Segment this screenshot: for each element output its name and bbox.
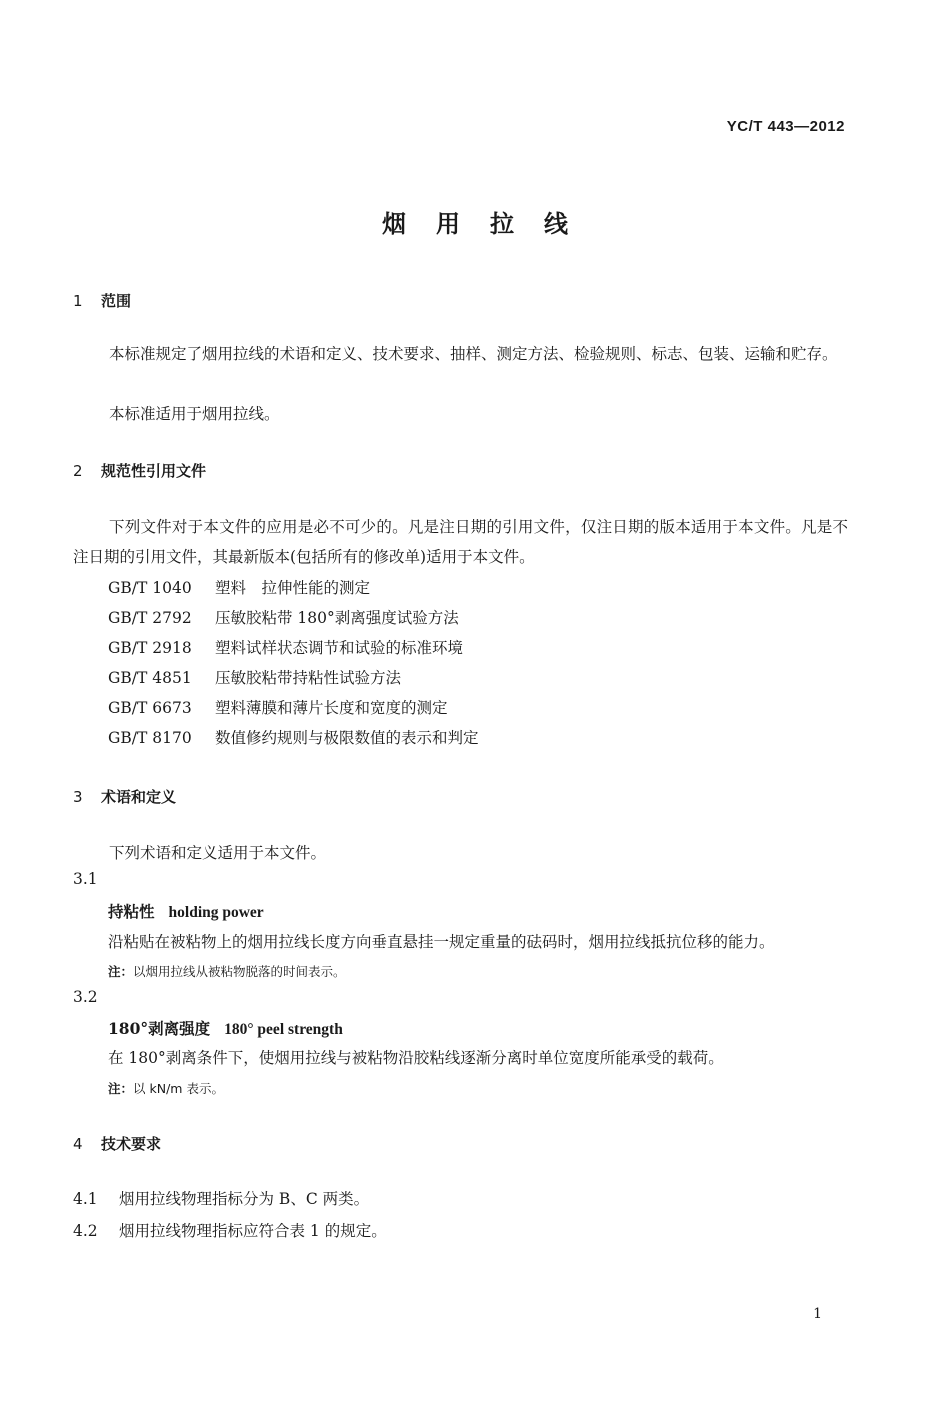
term-number: 3.2: [73, 988, 98, 1006]
section-4-heading: [73, 1133, 161, 1154]
note-label: 注：: [108, 964, 134, 979]
reference-item: [108, 606, 459, 628]
note-label: 注：: [108, 1081, 134, 1096]
page-number: 1: [813, 1306, 822, 1322]
reference-title: 塑料试样状态调节和试验的标准环境: [215, 639, 464, 657]
document-title: 烟用拉线: [382, 209, 598, 238]
standard-code: YC/T 443—2012: [726, 118, 845, 135]
reference-title: 压敏胶粘带 180°剥离强度试验方法: [215, 609, 459, 627]
reference-item: [108, 576, 370, 598]
reference-item: [108, 636, 463, 658]
reference-code: GB/T 1040: [108, 579, 192, 597]
reference-title: 压敏胶粘带持粘性试验方法: [215, 669, 402, 687]
section-2-para-1: 下列文件对于本文件的应用是必不可少的。凡是注日期的引用文件，仅注日期的版本适用于本文件。凡是不注日期的引用文件，其最新版本(包括所有的修改单)适用于本文件。: [73, 518, 848, 566]
reference-item: [108, 696, 448, 718]
section-1-heading: [73, 290, 131, 311]
term-note: [108, 962, 346, 980]
section-title: 术语和定义: [101, 788, 177, 806]
reference-code: GB/T 8170: [108, 729, 192, 747]
section-3-intro: 下列术语和定义适用于本文件。: [109, 844, 327, 862]
section-number: 3: [73, 788, 83, 806]
note-text: 以 kN/m 表示。: [133, 1081, 224, 1096]
term-definition: 在 180°剥离条件下，使烟用拉线与被粘物沿胶粘线逐渐分离时单位宽度所能承受的载荷。: [108, 1049, 724, 1067]
reference-code: GB/T 2918: [108, 639, 192, 657]
reference-code: GB/T 2792: [108, 609, 192, 627]
clause-4-2: [73, 1219, 387, 1241]
reference-code: GB/T 4851: [108, 669, 192, 687]
section-number: 4: [73, 1135, 83, 1153]
reference-title: 塑料 拉伸性能的测定: [215, 579, 371, 597]
section-3-heading: [73, 786, 176, 807]
term-heading: [108, 900, 264, 922]
reference-item: [108, 666, 401, 688]
section-1-para-2: 本标准适用于烟用拉线。: [109, 405, 280, 423]
reference-item: [108, 726, 479, 748]
term-definition: 沿粘贴在被粘物上的烟用拉线长度方向垂直悬挂一规定重量的砝码时，烟用拉线抵抗位移的能力。: [108, 933, 775, 951]
reference-code: GB/T 6673: [108, 699, 192, 717]
term-note: [108, 1079, 224, 1097]
section-title: 技术要求: [101, 1135, 162, 1153]
term-en: 180° peel strength: [224, 1021, 343, 1038]
clause-text: 烟用拉线物理指标应符合表 1 的规定。: [119, 1222, 387, 1240]
clause-text: 烟用拉线物理指标分为 B、C 两类。: [119, 1190, 370, 1208]
section-number: 2: [73, 462, 83, 480]
term-heading: [108, 1017, 343, 1039]
clause-number: 4.1: [73, 1190, 98, 1208]
reference-title: 塑料薄膜和薄片长度和宽度的测定: [215, 699, 448, 717]
section-title: 范围: [101, 292, 132, 310]
term-en: holding power: [168, 904, 264, 921]
note-text: 以烟用拉线从被粘物脱落的时间表示。: [133, 964, 346, 979]
section-title: 规范性引用文件: [101, 462, 207, 480]
term-zh: 180°剥离强度: [108, 1019, 211, 1038]
term-zh: 持粘性: [108, 902, 155, 921]
clause-number: 4.2: [73, 1222, 98, 1240]
section-number: 1: [73, 292, 83, 310]
section-2-heading: [73, 460, 206, 481]
clause-4-1: [73, 1187, 369, 1209]
term-number: 3.1: [73, 870, 98, 888]
section-1-para-1: 本标准规定了烟用拉线的术语和定义、技术要求、抽样、测定方法、检验规则、标志、包装、运输和贮存。: [109, 345, 838, 363]
reference-title: 数值修约规则与极限数值的表示和判定: [215, 729, 479, 747]
